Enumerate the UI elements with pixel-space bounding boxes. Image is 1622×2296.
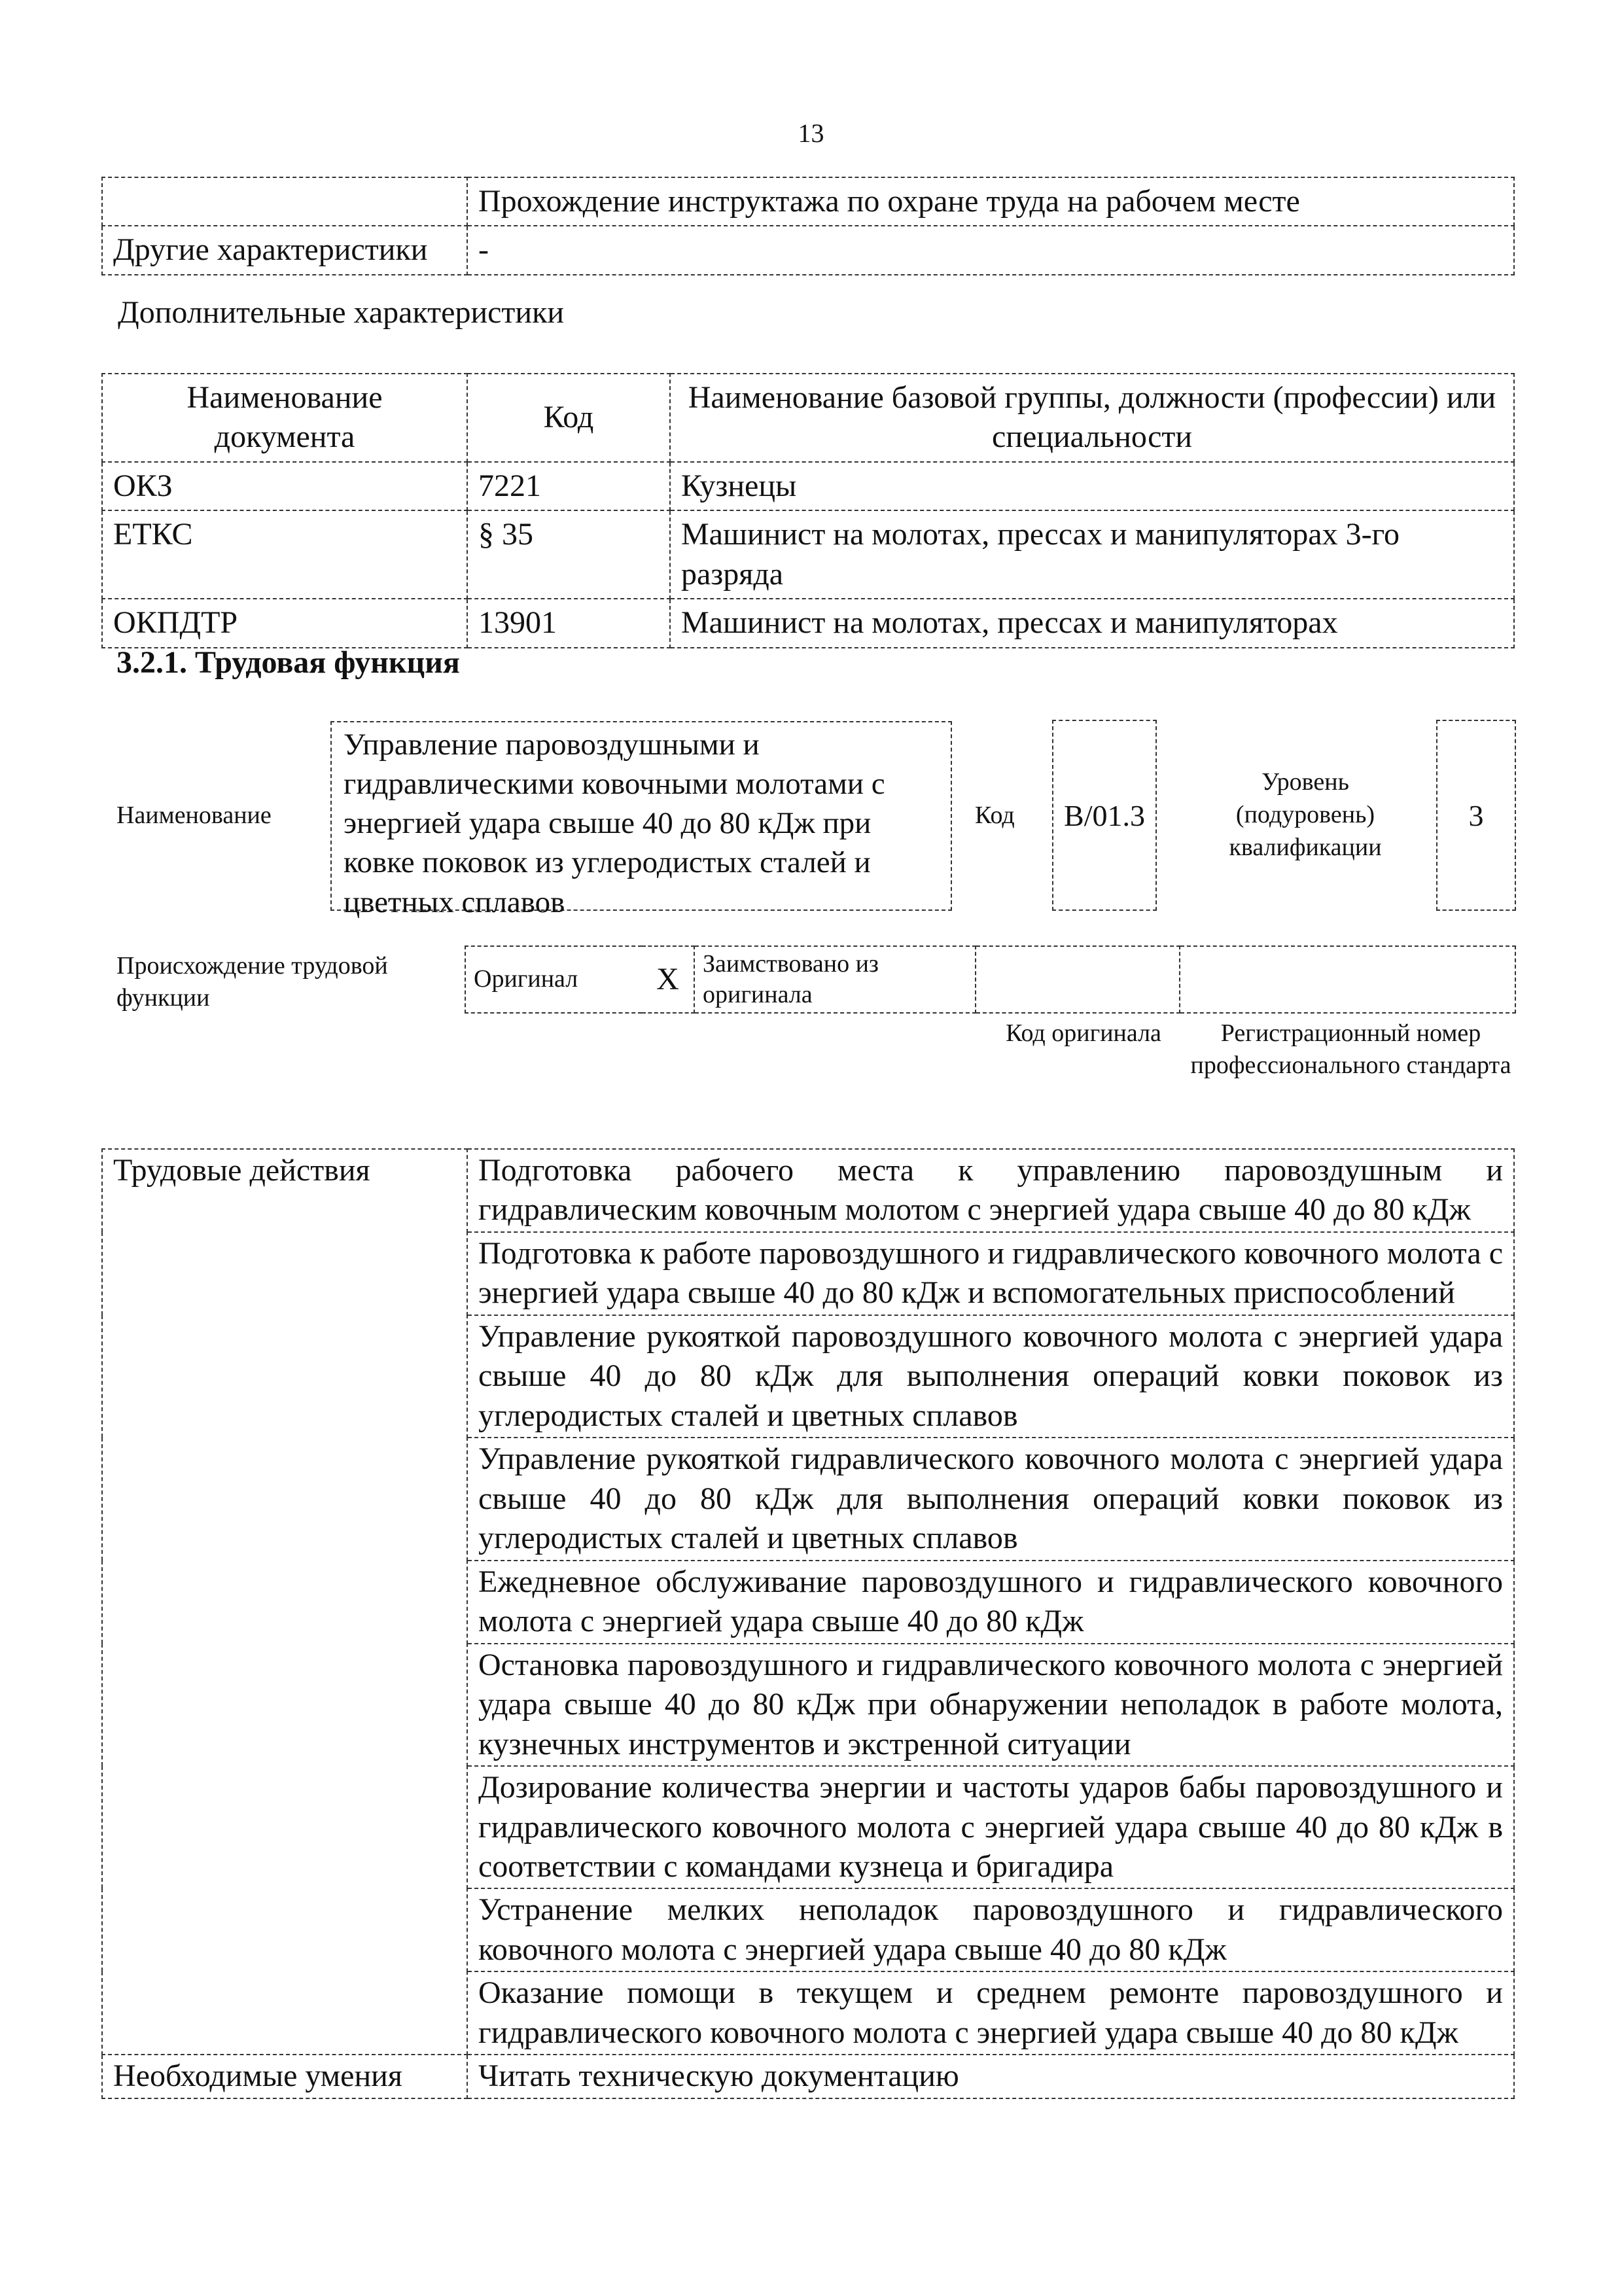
action-item: Управление рукояткой гидравлического ковочного молота с энергией удара свыше 40 до 80 кДж для выполнения операций ковки поковок из углеродистых сталей и цветных сплавов <box>467 1438 1514 1560</box>
function-level-text: 3 <box>1468 798 1484 832</box>
actions-label: Трудовые действия <box>102 1149 467 2055</box>
function-name-value: Управление паровоздушными и гидравлическими ковочными молотами с энергией удара свыше 40 до 80 кДж при ковке поковок из углеродистых сталей и цветных сплавов <box>330 721 952 911</box>
function-section-title: 3.2.1. Трудовая функция <box>116 645 460 680</box>
origin-reg-caption: Регистрационный номер профессионального стандарта <box>1190 1019 1511 1080</box>
table-row <box>102 510 1514 599</box>
origin-code-caption: Код оригинала <box>1006 1019 1161 1047</box>
table-cell: ОКЗ <box>102 462 467 510</box>
origin-label: Происхождение трудовой функции <box>116 952 388 1012</box>
column-header: Наименование документа <box>102 374 467 462</box>
column-header: Код <box>467 374 670 462</box>
action-item: Подготовка рабочего места к управлению паровоздушным и гидравлическим ковочным молотом с энергией удара свыше 40 до 80 кДж <box>467 1149 1514 1232</box>
action-item: Остановка паровоздушного и гидравлического ковочного молота с энергией удара свыше 40 до 80 кДж при обнаружении неполадок в работе молота, кузнечных инструментов и экстренной ситуации <box>467 1644 1514 1766</box>
action-item: Дозирование количества энергии и частоты ударов бабы паровоздушного и гидравлического ковочного молота с энергией удара свыше 40 до 80 кДж в соответствии с командами кузнеца и бригадира <box>467 1766 1514 1888</box>
additional-table <box>101 373 1515 648</box>
table-cell: Прохождение инструктажа по охране труда на рабочем месте <box>467 177 1514 226</box>
origin-original-label: Оригинал <box>465 946 642 1013</box>
action-item: Управление рукояткой паровоздушного ковочного молота с энергией удара свыше 40 до 80 кДж для выполнения операций ковки поковок из углеродистых сталей и цветных сплавов <box>467 1315 1514 1438</box>
labour-actions-table <box>101 1148 1515 2099</box>
table-row <box>102 2055 1514 2098</box>
origin-code-cell <box>976 946 1180 1013</box>
skill-item: Читать техническую документацию <box>467 2055 1514 2098</box>
table-cell: Машинист на молотах, прессах и манипуляторах <box>670 599 1514 647</box>
table-cell: ЕТКС <box>102 510 467 599</box>
top-characteristics-table <box>101 177 1515 275</box>
function-name-label: Наименование <box>116 802 272 829</box>
table-row <box>102 599 1514 647</box>
origin-table <box>465 945 1516 1014</box>
function-code-text: В/01.3 <box>1064 798 1145 832</box>
additional-title: Дополнительные характеристики <box>118 295 565 330</box>
table-row <box>102 1149 1514 1232</box>
origin-reg-cell <box>1180 946 1515 1013</box>
table-cell <box>102 177 467 226</box>
origin-borrowed-label: Заимствовано из оригинала <box>694 946 976 1013</box>
table-cell: Машинист на молотах, прессах и манипуляторах 3-го разряда <box>670 510 1514 599</box>
table-header-row <box>102 374 1514 462</box>
function-code-value <box>1052 720 1157 911</box>
table-cell: 7221 <box>467 462 670 510</box>
table-cell: § 35 <box>467 510 670 599</box>
action-item: Ежедневное обслуживание паровоздушного и гидравлического ковочного молота с энергией удара свыше 40 до 80 кДж <box>467 1561 1514 1644</box>
table-row <box>102 462 1514 510</box>
action-item: Оказание помощи в текущем и среднем ремонте паровоздушного и гидравлического ковочного молота с энергией удара свыше 40 до 80 кДж <box>467 1971 1514 2055</box>
function-code-label: Код <box>975 802 1015 829</box>
function-level-value <box>1436 720 1516 911</box>
action-item: Подготовка к работе паровоздушного и гидравлического ковочного молота с энергией удара свыше 40 до 80 кДж и вспомогательных приспособлений <box>467 1232 1514 1315</box>
origin-original-mark: X <box>642 946 694 1013</box>
table-cell: - <box>467 226 1514 274</box>
column-header: Наименование базовой группы, должности (профессии) или специальности <box>670 374 1514 462</box>
function-level-label: Уровень (подуровень) квалификации <box>1229 768 1382 862</box>
table-row <box>102 177 1514 226</box>
table-cell: Кузнецы <box>670 462 1514 510</box>
table-cell: ОКПДТР <box>102 599 467 647</box>
page-number: 13 <box>798 118 824 148</box>
table-cell: 13901 <box>467 599 670 647</box>
action-item: Устранение мелких неполадок паровоздушного и гидравлического ковочного молота с энергией удара свыше 40 до 80 кДж <box>467 1888 1514 1971</box>
skills-label: Необходимые умения <box>102 2055 467 2098</box>
table-row <box>465 946 1515 1013</box>
table-cell: Другие характеристики <box>102 226 467 274</box>
table-row <box>102 226 1514 274</box>
